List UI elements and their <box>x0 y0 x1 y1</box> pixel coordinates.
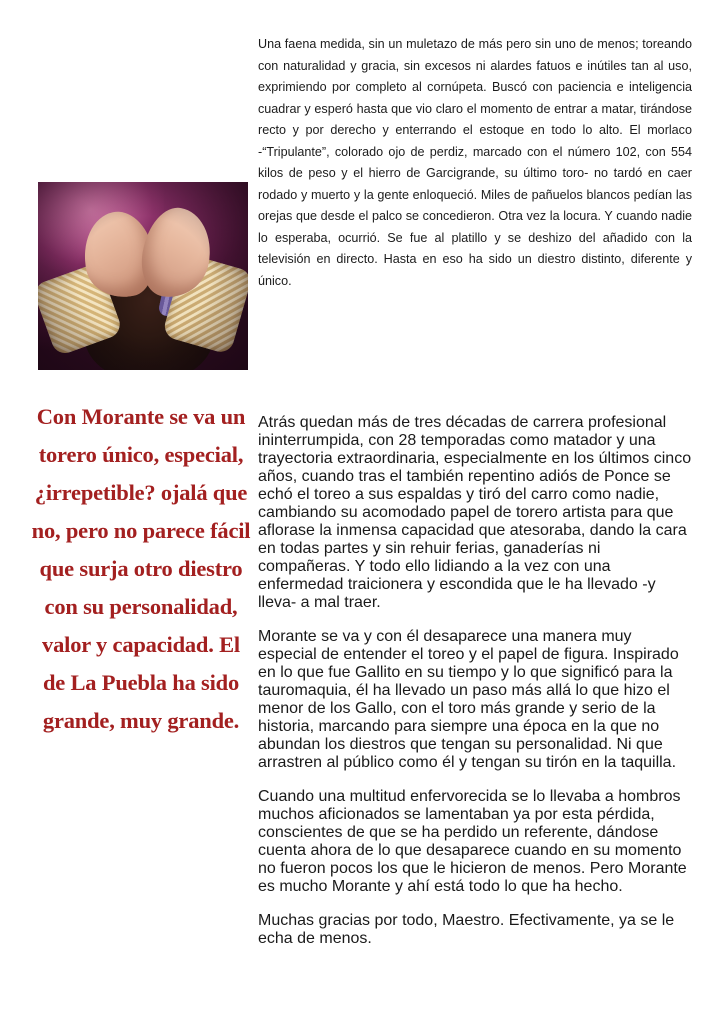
bullfighter-hands-photo <box>38 182 248 370</box>
article-body-column <box>258 398 692 964</box>
article-first-paragraph-column <box>258 34 692 306</box>
paragraph: Una faena medida, sin un muletazo de más pero sin uno de menos; toreando con naturalidad y gracia, sin excesos ni alardes fatuos e inútiles tan al uso, exprimiendo por completo al cornúpeta. Buscó con paciencia e inteligencia cuadrar y esperó hasta que vio claro el momento de entrar a matar, tirándose recto y por derecho y enterrando el estoque en todo lo alto. El morlaco -“Tripulante”, colorado ojo de perdiz, marcado con el número 102, con 554 kilos de peso y el hierro de Garcigrande, su último toro- no tardó en caer rodado y muerto y la gente enloqueció. Miles de pañuelos blancos pedían las orejas que desde el palco se concedieron. Otra vez la locura. Y cuando nadie lo esperaba, ocurrió. Se fue al platillo y se deshizo del añadido con la televisión en directo. Hasta en eso ha sido un diestro distinto, diferente y único. <box>258 37 692 288</box>
photo-vignette <box>38 182 248 370</box>
paragraph: Muchas gracias por todo, Maestro. Efectivamente, ya se le echa de menos. <box>258 912 675 947</box>
paragraph: Cuando una multitud enfervorecida se lo llevaba a hombros muchos aficionados se lamentaban ya por esta pérdida, conscientes de que se ha perdido un referente, dándose cuenta ahora de lo que desaparece cuando en su momento no fueron pocos los que le hicieron de menos. Pero Morante es mucho Morante y ahí está todo lo que ha hecho. <box>258 788 687 895</box>
paragraph: Atrás quedan más de tres décadas de carrera profesional ininterrumpida, con 28 temporadas como matador y una trayectoria extraordinaria, especialmente en los últimos cinco años, cuando tras el también repentino adiós de Ponce se echó el toreo a sus espaldas y tiró del carro como nadie, cambiando su acomodado papel de torero artista para que aflorase la inmensa capacidad que atesoraba, dando la cara en todas partes y sin rehuir ferias, ganaderías ni compañeras. Y todo ello lidiando a la vez con una enfermedad traicionera y escondida que le ha llevado -y lleva- a mal traer. <box>258 414 692 611</box>
pull-quote: Con Morante se va un torero único, especial, ¿irrepetible? ojalá que no, pero no parece fácil que surja otro diestro con su personalidad, valor y capacidad. El de La Puebla ha sido grande, muy grande. <box>31 404 251 733</box>
paragraph: Morante se va y con él desaparece una manera muy especial de entender el toreo y el papel de figura. Inspirado en lo que fue Gallito en su tiempo y lo que significó para la tauromaquia, él ha llevado un paso más allá lo que hizo el menor de los Gallo, con el toro más grande y serio de la historia, marcando para siempre una época en la que no abundan los diestros que tengan su personalidad. Ni que arrastren al público como él y tengan su tirón en la taquilla. <box>258 628 679 771</box>
